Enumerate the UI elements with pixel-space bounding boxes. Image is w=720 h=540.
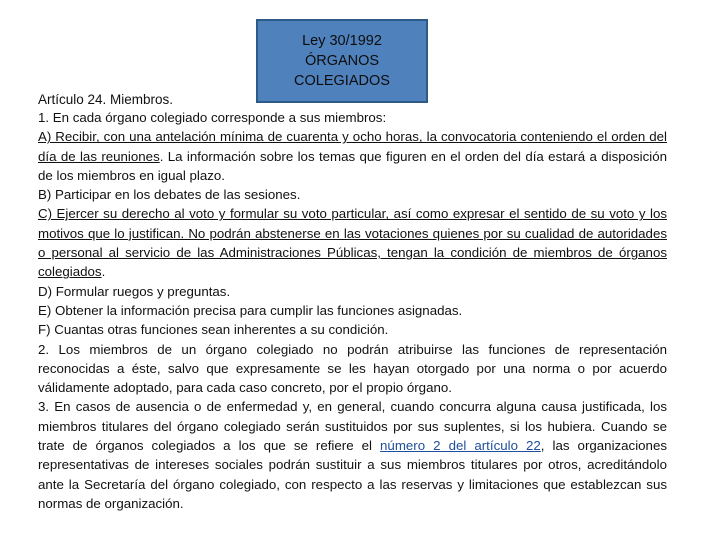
title-line-2: ÓRGANOS [304, 53, 380, 69]
item-a-underlined: A) Recibir, con una antelación mínima de cuarenta y ocho horas, la convocatoria conteniendo el orden del día de las reuniones [38, 129, 667, 164]
paragraph-3 [38, 397, 667, 513]
paragraph-3-start: 3. En casos de ausencia o de enfermedad y, en general, cuando concurra alguna causa justificada, los miembros titulares del órgano colegiado serán sustituidos por sus suplentes, si los hubiera. Cuando se trate de órganos colegiados a los que se refiere el [38, 399, 667, 454]
article-heading: Artículo 24. Miembros. [38, 92, 174, 107]
title-box [256, 19, 428, 103]
item-d: D) Formular ruegos y preguntas. [38, 283, 231, 299]
item-b: B) Participar en los debates de las sesiones. [38, 187, 301, 203]
item-a-rest: . La información sobre los temas que figuren en el orden del día estará a disposición de los miembros en igual plazo. [38, 148, 668, 183]
article-content [38, 108, 667, 513]
title-line-3: COLEGIADOS [294, 73, 390, 89]
item-f: F) Cuantas otras funciones sean inherentes a su condición. [38, 322, 389, 338]
paragraph-1: 1. En cada órgano colegiado corresponde a sus miembros: [38, 110, 387, 125]
item-c-rest: . [101, 264, 106, 280]
item-e: E) Obtener la información precisa para cumplir las funciones asignadas. [38, 302, 463, 318]
item-c-underlined: C) Ejercer su derecho al voto y formular su voto particular, así como expresar el sentido de su voto y los motivos que lo justifican. No podrán abstenerse en las votaciones quienes por su cualidad de autoridades o personal al servicio de las Administraciones Públicas, tengan la condición de miembros de órganos colegiados [38, 206, 667, 280]
title-line-1: Ley 30/1992 [302, 33, 382, 49]
paragraph-2: 2. Los miembros de un órgano colegiado no podrán atribuirse las funciones de representación reconocidas a éste, salvo que expresamente se les hayan otorgado por una norma o por acuerdo válidamente adoptado, para cada caso concreto, por el propio órgano. [38, 341, 667, 396]
item-c [38, 204, 667, 281]
item-a [38, 127, 667, 185]
paragraph-3-end: , las organizaciones representativas de intereses sociales podrán sustituir a sus miembros titulares por otros, acreditándolo ante la Secretaría del órgano colegiado, con respecto a las reservas y limitaciones que establezcan sus normas de organización. [38, 438, 667, 511]
article-22-link[interactable]: número 2 del artículo 22 [380, 438, 541, 454]
